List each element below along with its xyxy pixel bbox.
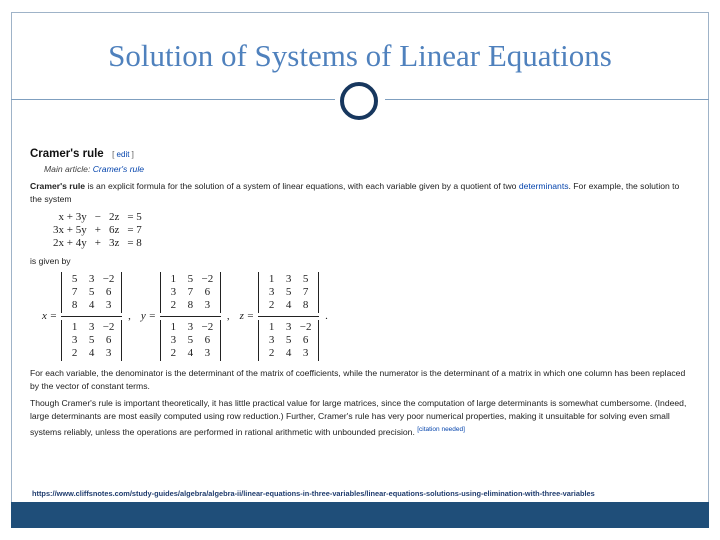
x-numerator-determinant: 5 3 −2 7 5 6 8 4 3 [61, 272, 122, 313]
divider-circle-icon [340, 82, 378, 120]
section-heading: Cramer's rule [30, 148, 104, 160]
y-fraction [160, 272, 221, 361]
edit-section: [ edit ] [112, 150, 134, 159]
citation-needed-link[interactable]: [citation needed] [417, 426, 465, 433]
y-numerator-determinant: 1 5 −2 3 7 6 2 8 3 [160, 272, 221, 313]
y-label: y = [140, 310, 156, 322]
z-label: z = [239, 310, 255, 322]
edit-link[interactable]: edit [116, 150, 130, 159]
x-label: x = [42, 310, 58, 322]
equation-system [48, 210, 147, 251]
slide-title: Solution of Systems of Linear Equations [108, 38, 612, 73]
x-denominator-determinant: 1 3 −2 3 5 6 2 4 3 [61, 320, 122, 361]
equation-row: 3x + 5y + 6z = 7 [53, 224, 142, 236]
intro-paragraph: Cramer's rule is an explicit formula for the solution of a system of linear equations, with each variable given by a quotient of two determinants. For example, the solution to the system [30, 181, 680, 204]
x-fraction [61, 272, 122, 361]
equation-row: 2x + 4y + 3z = 8 [53, 237, 142, 249]
divider-right [385, 99, 709, 100]
z-fraction [258, 272, 319, 361]
source-url[interactable]: https://www.cliffsnotes.com/study-guides/algebra/algebra-ii/linear-equations-in-three-variables/linear-equations-solutions-using-elimination-with-three-variables [32, 489, 595, 498]
determinants-link[interactable]: determinants [518, 181, 569, 191]
main-article-link[interactable]: Cramer's rule [92, 164, 145, 174]
divider-left [11, 99, 335, 100]
section-header [30, 148, 690, 161]
footer-bar [11, 502, 709, 528]
main-article-note: Main article: Cramer's rule [44, 164, 145, 174]
practicality-paragraph: Though Cramer's rule is important theoretically, it has little practical value for large matrices, since the computation of large determinants is somewhat cumbersome. (Indeed, large determinants are most easily computed using row reduction.) Further, Cramer's rule has very poor numerical properties, making it unsuitable for solving even small systems reliably, unless the operations are performed in rational arithmetic with unbounded precision. [citation needed] [30, 398, 687, 437]
given-by-text: is given by [30, 256, 71, 266]
denominator-paragraph: For each variable, the denominator is the determinant of the matrix of coefficients, while the numerator is the determinant of a matrix in which one column has been replaced by the vector of constant terms. [30, 368, 686, 391]
z-numerator-determinant: 1 3 5 3 5 7 2 4 8 [258, 272, 319, 313]
solution-formulas: x = 5 3 −2 7 5 6 8 4 3 1 3 −2 3 5 6 2 4 3 , y = 1 5 −2 3 7 6 2 8 3 1 3 −2 3 5 6 2 4 3 , z = 1 3 5 3 5 7 2 4 8 1 3 −2 3 5 6 2 4 3 . [42, 273, 328, 359]
wiki-article [30, 148, 690, 443]
y-denominator-determinant: 1 3 −2 3 5 6 2 4 3 [160, 320, 221, 361]
z-denominator-determinant: 1 3 −2 3 5 6 2 4 3 [258, 320, 319, 361]
equation-row: x + 3y − 2z = 5 [58, 211, 142, 223]
